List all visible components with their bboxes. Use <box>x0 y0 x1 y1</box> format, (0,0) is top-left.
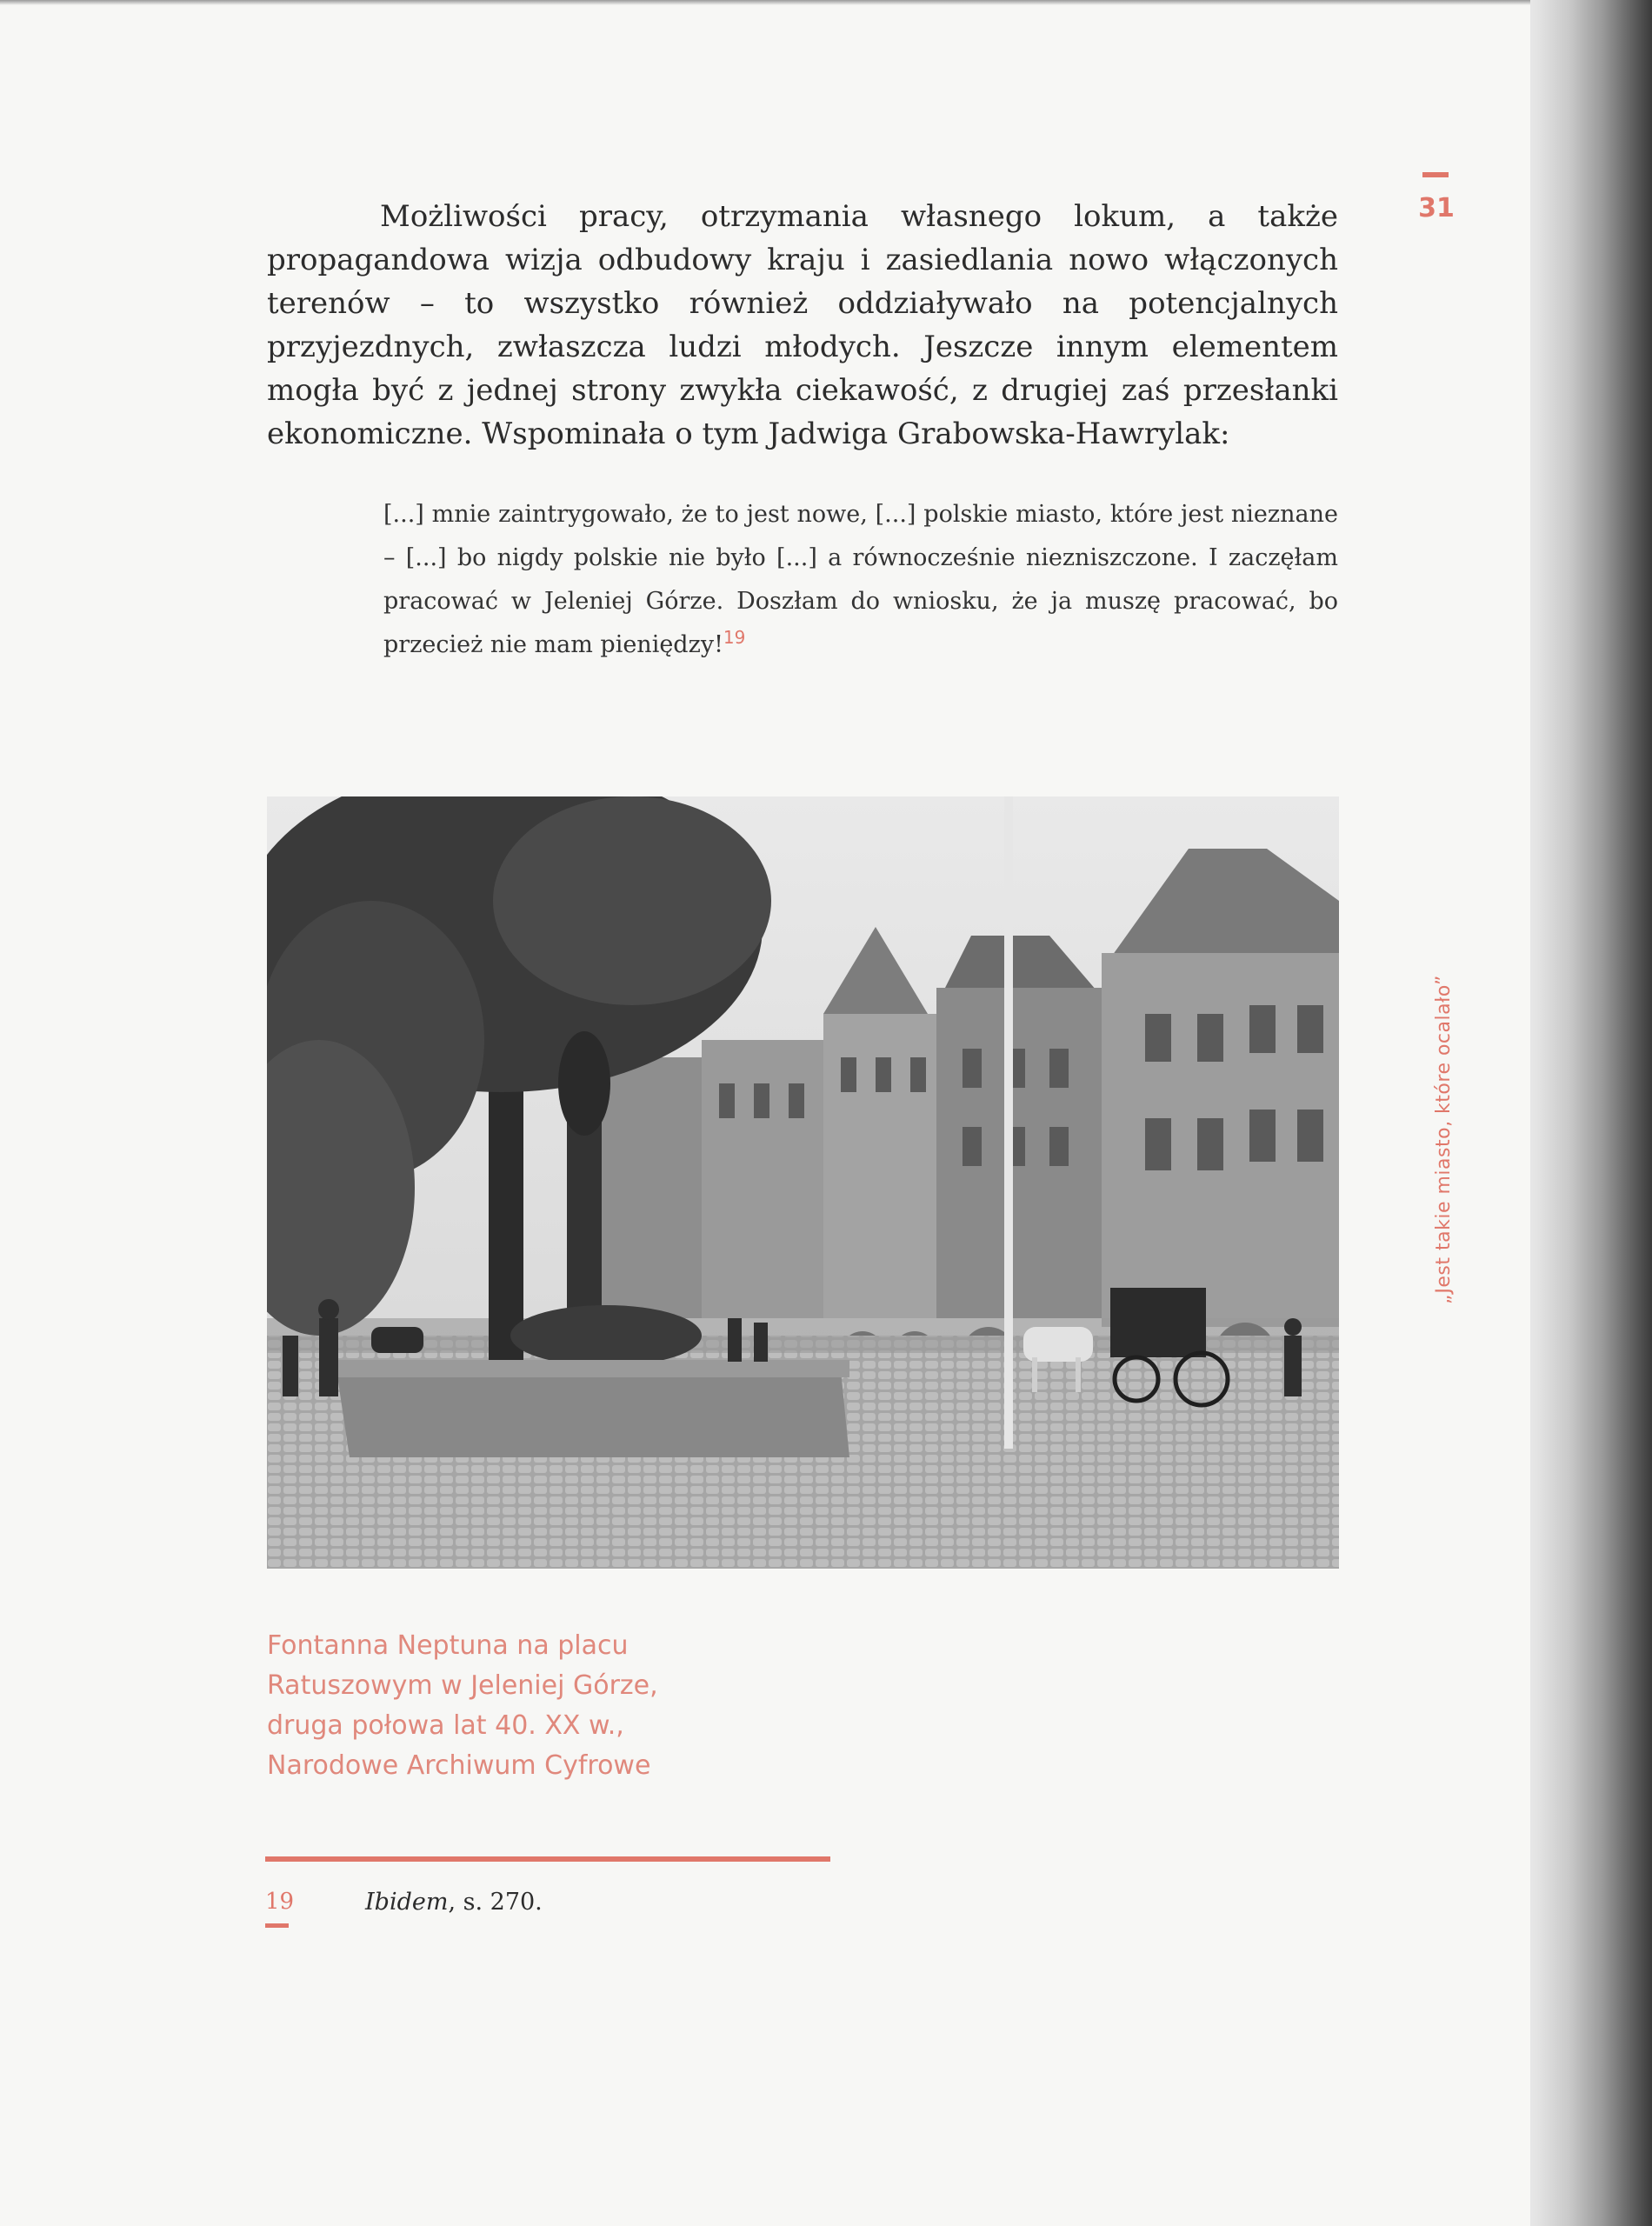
photo-illustration <box>267 796 1339 1569</box>
block-quote <box>383 493 1338 667</box>
caption-line: Narodowe Archiwum Cyfrowe <box>267 1750 651 1781</box>
footnote-number-bar <box>265 1923 289 1928</box>
caption-line: Ratuszowym w Jeleniej Górze, <box>267 1670 658 1701</box>
page-edge-shadow <box>0 0 1530 5</box>
caption-line: Fontanna Neptuna na placu <box>267 1630 629 1661</box>
caption-line: druga połowa lat 40. XX w., <box>267 1710 624 1741</box>
running-head: „Jest takie miasto, które ocalało” <box>1433 975 1455 1304</box>
quote-text: [...] mnie zaintrygowało, że to jest nowe, [...] polskie miasto, które jest nieznane – [...] bo nigdy polskie nie było [...] a równocześnie niezniszczone. I zaczęłam pracować w Jeleniej Górze. Doszłam do wniosku, że ja muszę pracować, bo przecież nie mam pieniędzy! <box>383 501 1338 658</box>
main-paragraph: Możliwości pracy, otrzymania własnego lokum, a także propagandowa wizja odbudowy kraju i zasiedlania nowo włączonych terenów – to wszystko również oddziaływało na potencjalnych przyjezdnych, zwłaszcza ludzi młodych. Jeszcze innym elementem mogła być z jednej strony zwykła ciekawość, z drugiej zaś przesłanki ekonomiczne. Wspominała o tym Jadwiga Grabowska-Hawrylak: <box>267 199 1338 451</box>
footnote-text <box>365 1889 543 1916</box>
footnote-rest: , s. 270. <box>448 1889 543 1916</box>
photo-caption <box>267 1626 789 1786</box>
footnote-rule <box>265 1856 830 1862</box>
folio-bar <box>1422 172 1449 177</box>
footnote-number: 19 <box>265 1889 295 1915</box>
footnote-source: Ibidem <box>365 1889 449 1916</box>
footnote-reference: 19 <box>723 627 746 648</box>
page-number: 31 <box>1418 193 1455 223</box>
historic-photo <box>267 796 1339 1569</box>
